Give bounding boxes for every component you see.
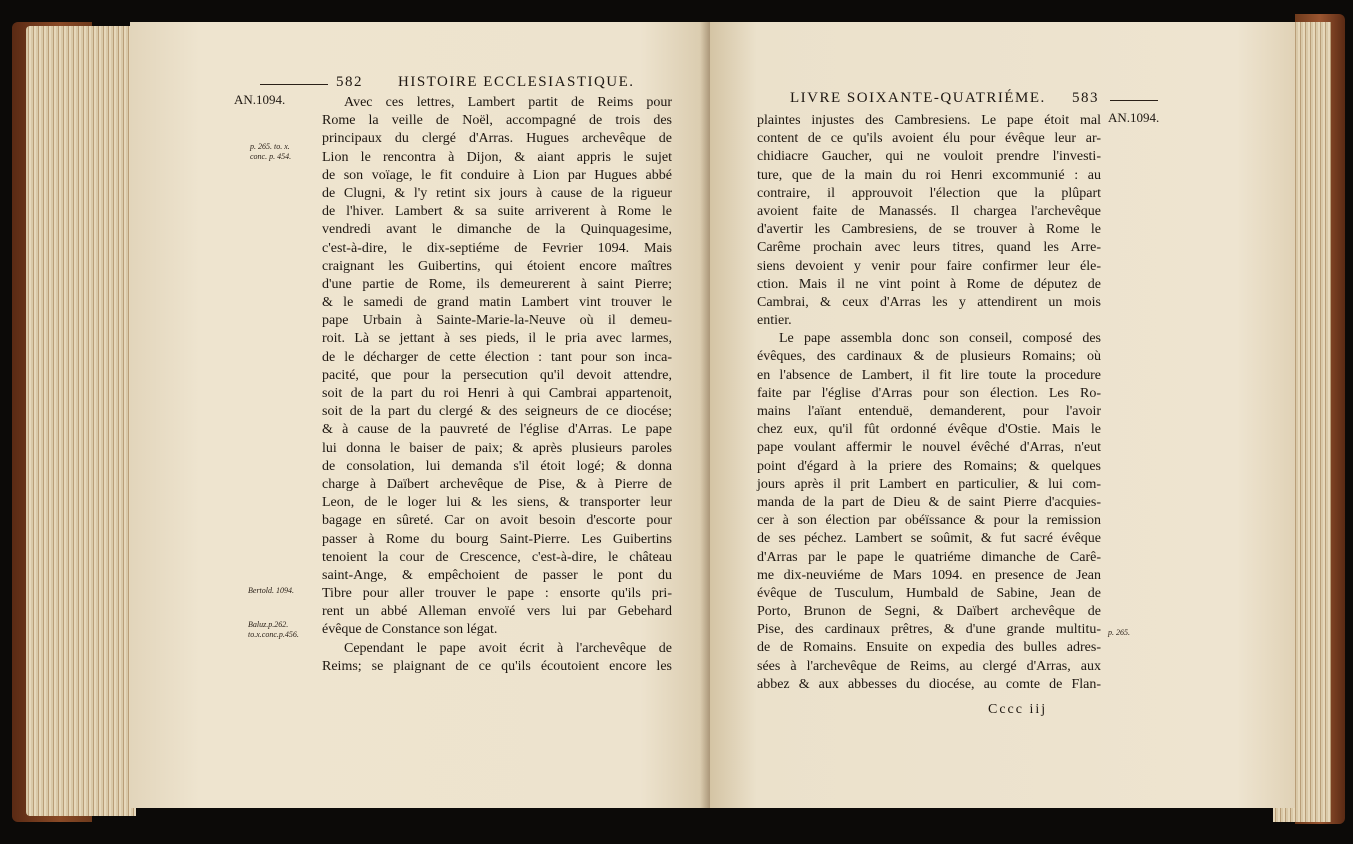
- text-line: plaintes injustes des Cambresiens. Le pape étoit mal: [757, 113, 1101, 128]
- text-line: de le décharger de cette élection : tant pour son inca-: [322, 349, 672, 365]
- running-head-right: LIVRE SOIXANTE-QUATRIÉME.: [790, 90, 1046, 106]
- text-line: saint-Ange, & empêchoient de passer le pont du: [322, 567, 672, 583]
- text-line: évêque de Tusculum, Humbald de Sabine, Jean de: [757, 585, 1101, 601]
- text-line: sées à l'archevêque de Reims, au clergé d'Arras, aux: [757, 658, 1101, 674]
- text-line: d'une partie de Rome, ils demeurerent à saint Pierre;: [322, 276, 672, 292]
- header-rule-left: [260, 84, 328, 85]
- text-line: contraire, il approuvoit l'élection que la plûpart: [757, 185, 1101, 201]
- text-line: mains l'aïant entenduë, demanderent, pour l'avoir: [757, 404, 1101, 419]
- text-line: de l'hiver. Lambert & sa suite arriverent à Rome le: [322, 204, 672, 220]
- text-line: pacité, que pour la persecution qu'il devoit attendre,: [322, 367, 672, 383]
- text-line: Le pape assembla donc son conseil, composé des: [779, 331, 1101, 347]
- margin-note: p. 265. to. x.: [250, 142, 290, 151]
- margin-note: Baluz.p.262.: [248, 620, 289, 629]
- year-marker-left: AN.1094.: [234, 92, 286, 107]
- text-line: Pise, des cardinaux prêtres, & d'une grande multitu-: [757, 622, 1101, 638]
- text-line: faite par l'église d'Arras pour son élection. Les Ro-: [757, 385, 1101, 401]
- text-line: jours après il prit Lambert en particulier, & lui com-: [757, 476, 1101, 492]
- text-line: bagage en sûreté. Car on avoit besoin d'escorte pour: [322, 513, 672, 529]
- page-number-right: 583: [1072, 90, 1099, 106]
- text-line: chidiacre Gaucher, qui ne vouloit prendre l'investi-: [757, 149, 1101, 165]
- text-line: soit de la part du roi Henri à qui Cambrai appartenoit,: [322, 386, 672, 401]
- text-line: abbez & aux abbesses du diocése, au comte de Flan-: [757, 676, 1101, 692]
- text-line: roit. Là se jettant à ses pieds, il le pria avec larmes,: [322, 331, 672, 347]
- text-line: évêque de Constance son légat.: [322, 622, 498, 638]
- text-line: principaux du clergé d'Arras. Hugues archevêque de: [322, 131, 672, 147]
- text-line: Cependant le pape avoit écrit à l'archevêque de: [344, 640, 672, 656]
- margin-note: Bertold. 1094.: [248, 586, 294, 595]
- text-line: Porto, Brunon de Segni, & Daïbert archevêque de: [757, 604, 1101, 620]
- text-line: tenoient la cour de Crescence, c'est-à-dire, le château: [322, 549, 672, 565]
- text-line: cer à son élection par obéïssance & pour la remission: [757, 513, 1101, 529]
- margin-note: to.x.conc.p.456.: [248, 630, 299, 639]
- text-line: content de ce qu'ils avoient élu pour évêque leur ar-: [757, 131, 1101, 147]
- text-line: Lion le rencontra à Dijon, & aiant appris le sujet: [322, 149, 672, 165]
- text-line: de consolation, lui demanda s'il étoit logé; & donna: [322, 458, 672, 474]
- text-line: vendredi avant le dimanche de la Quinquagesime,: [322, 222, 672, 238]
- text-line: Reims; se plaignant de ce qu'ils écoutoient encore les: [322, 658, 672, 674]
- text-line: ture, que de la main du roi Henri excommunié : au: [757, 167, 1101, 183]
- text-line: charge à Daïbert archevêque de Pise, & à Pierre de: [322, 476, 672, 492]
- text-line: évêques, des cardinaux & de plusieurs Romains; où: [757, 349, 1101, 365]
- text-line: me dix-neuviéme de Mars 1094. en presence de Jean: [757, 567, 1101, 583]
- text-line: pape voulant affermir le nouvel évêché d'Arras, n'eut: [757, 440, 1101, 456]
- text-line: d'Arras par le pape le quatriéme dimanche de Carê-: [757, 549, 1101, 565]
- signature-mark: Cccc iij: [988, 702, 1048, 717]
- margin-note: p. 265.: [1108, 628, 1130, 637]
- text-line: en l'absence de Lambert, il fit lire toute la procedure: [757, 367, 1101, 383]
- text-line: manda de la part de Dieu & de saint Pierre d'acquies-: [757, 494, 1101, 510]
- text-line: & le samedi de grand matin Lambert vint trouver le: [322, 295, 672, 311]
- text-line: pape Urbain à Sainte-Marie-la-Neuve où il demeu-: [322, 313, 672, 329]
- text-line: de ses péchez. Lambert se soûmit, & fut sacré évêque: [757, 531, 1101, 547]
- text-line: d'avertir les Cambresiens, de se trouver à Rome le: [757, 222, 1101, 238]
- text-line: Rome la veille de Noël, accompagné de trois des: [322, 113, 672, 129]
- text-line: rent un abbé Alleman envoïé vers lui par Gebehard: [322, 604, 672, 620]
- year-marker-right: AN.1094.: [1108, 110, 1160, 125]
- text-line: avoient faite de Manassés. Il chargea l'archevêque: [757, 203, 1101, 219]
- text-line: chez eux, qu'il fût ordonné évêque d'Ostie. Mais le: [757, 422, 1101, 438]
- text-line: siens devoient y venir pour faire confirmer leur éle-: [757, 258, 1101, 274]
- left-page: [130, 22, 710, 808]
- right-page: [710, 22, 1295, 808]
- left-page-text: [322, 94, 672, 676]
- margin-note: conc. p. 454.: [250, 152, 292, 161]
- text-line: lui donna le baiser de paix; & après plusieurs paroles: [322, 440, 672, 456]
- page-edges-left: [26, 26, 136, 816]
- page-number-left: 582: [336, 74, 363, 90]
- text-line: c'est-à-dire, le dix-septiéme de Fevrier 1094. Mais: [322, 240, 672, 256]
- text-line: de Clugni, & l'y retint six jours à cause de la rigueur: [322, 185, 672, 201]
- text-line: Leon, de le loger lui & les siens, & transporter leur: [322, 495, 672, 511]
- text-line: point d'égard à la priere des Romains; & quelques: [757, 458, 1101, 474]
- text-line: Carême prochain avec leurs titres, quand les Arre-: [757, 240, 1101, 256]
- right-page-text: [757, 112, 1101, 694]
- text-line: entier.: [757, 313, 792, 329]
- text-line: Tibre pour aller trouver le pape : ensorte qu'ils pri-: [322, 586, 672, 602]
- text-line: ction. Mais il ne vint point à Rome de députez de: [757, 276, 1101, 292]
- text-line: Cambrai, & ceux d'Arras les y attendirent un mois: [757, 294, 1101, 310]
- text-line: passer à Rome du bourg Saint-Pierre. Les Guibertins: [322, 531, 672, 547]
- text-line: & à cause de la pauvreté de l'église d'Arras. Le pape: [322, 422, 672, 438]
- running-head-left: HISTOIRE ECCLESIASTIQUE.: [398, 74, 635, 90]
- header-rule-right: [1110, 100, 1158, 101]
- text-line: de son voïage, le fit conduire à Lion par Hugues abbé: [322, 167, 672, 183]
- text-line: craignant les Guibertins, qui étoient encore maîtres: [322, 258, 672, 274]
- text-line: Avec ces lettres, Lambert partit de Reims pour: [344, 95, 672, 110]
- text-line: de de Romains. Ensuite on expedia des bulles adres-: [757, 640, 1101, 656]
- text-line: soit de la part du clergé & des seigneurs de ce diocése;: [322, 404, 672, 420]
